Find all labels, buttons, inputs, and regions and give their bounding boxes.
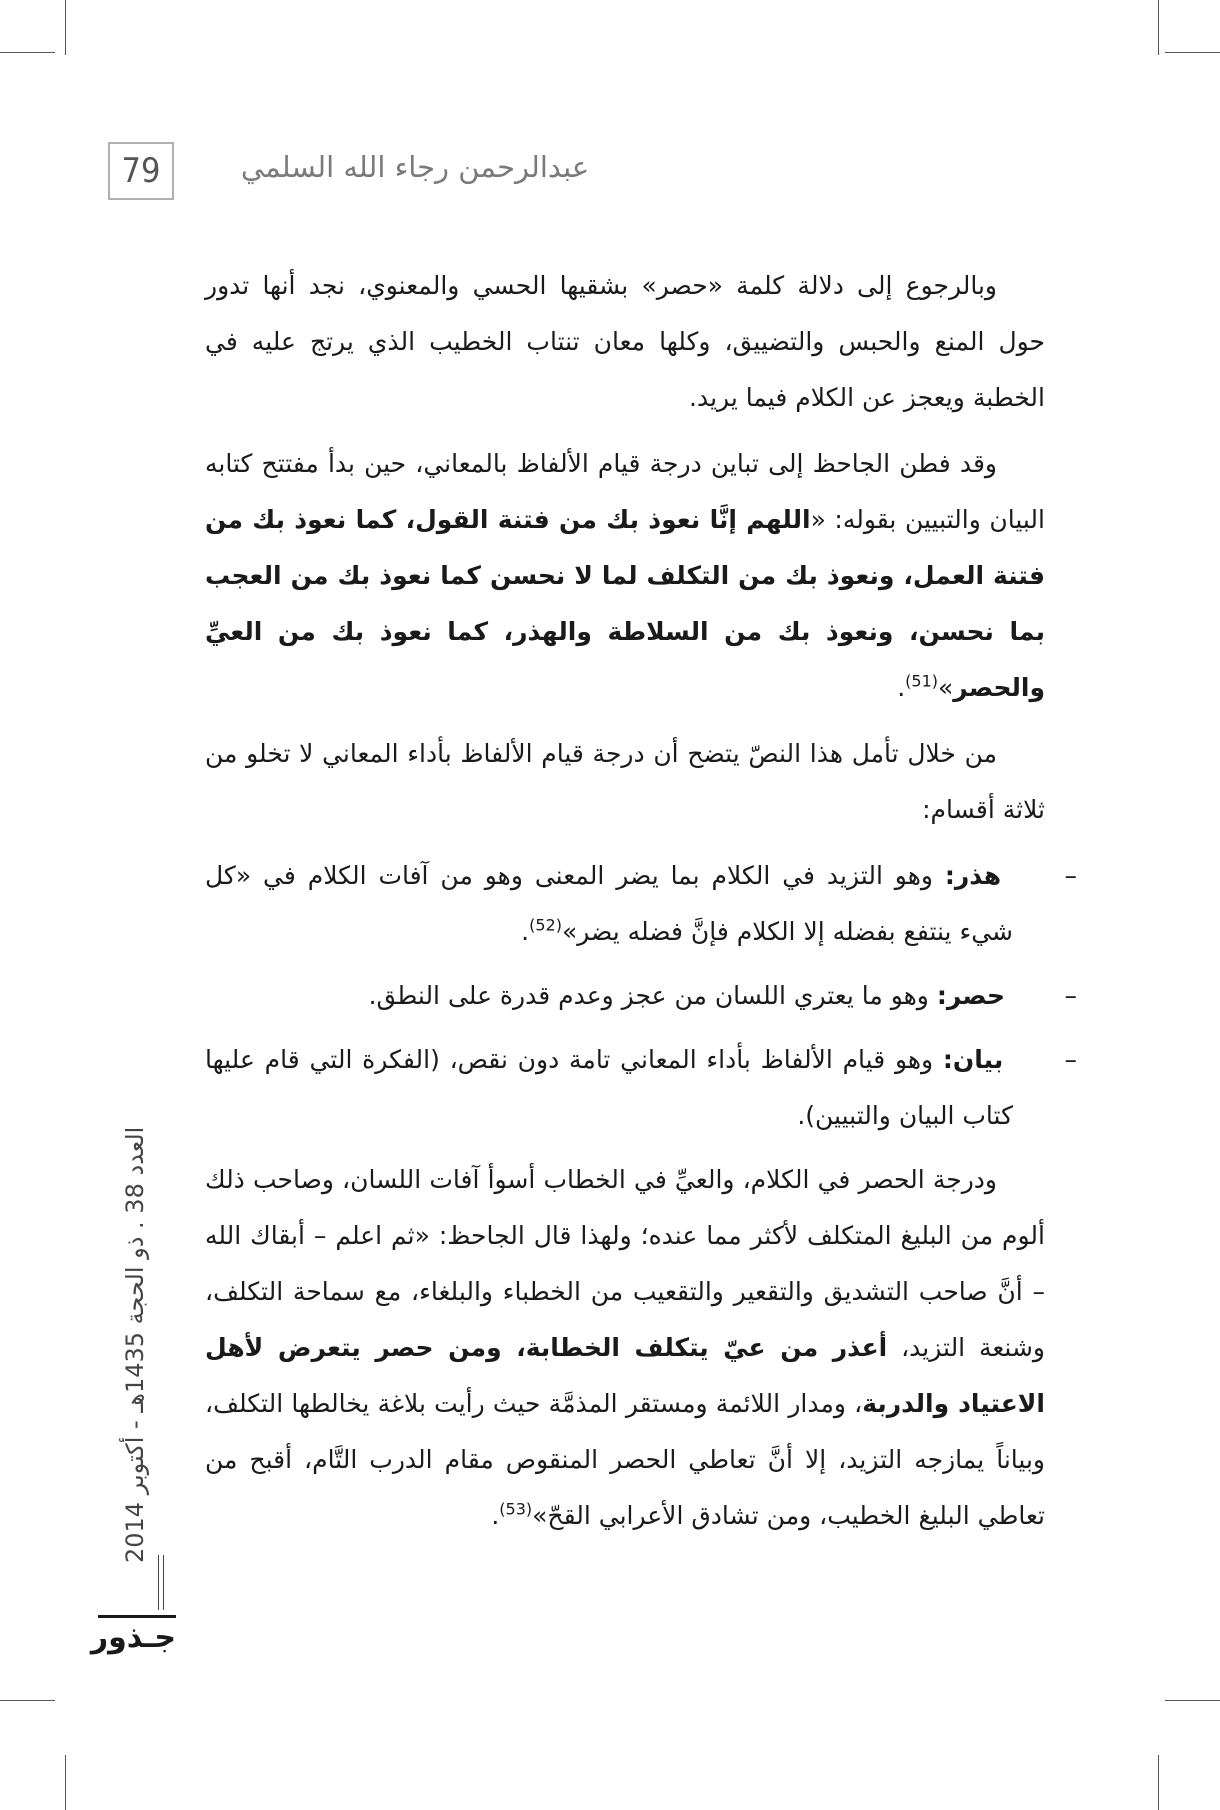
- divider: [163, 1555, 164, 1610]
- divider: [158, 1555, 159, 1610]
- crop-mark: [65, 0, 66, 55]
- list-text: وهو التزيد في الكلام بما يضر المعنى وهو من آفات الكلام في «كل شيء ينتفع بفضله إلا الكلام فإنَّ فضله يضر»: [205, 861, 1013, 946]
- issue-info: العدد 38 . ذو الحجة 1435هـ - أكتوبر 2014: [121, 1126, 149, 1564]
- crop-mark: [0, 1700, 55, 1701]
- list-text: وهو قيام الألفاظ بأداء المعاني تامة دون نقص، (الفكرة التي قام عليها كتاب البيان والتبيين).: [205, 1045, 1013, 1130]
- quote-bold: أعذر من عيّ يتكلف الخطابة، ومن حصر يتعرض لأهل الاعتياد والدربة: [205, 1333, 1045, 1418]
- list-term: حصر:: [936, 981, 1006, 1010]
- footnote-ref: (53): [499, 1499, 533, 1519]
- paragraph-end: .: [897, 673, 906, 702]
- list-end: .: [521, 917, 530, 946]
- crop-mark: [1158, 0, 1159, 55]
- paragraph-end: .: [491, 1501, 500, 1530]
- journal-logo: جـذور: [98, 1615, 176, 1659]
- crop-mark: [0, 52, 55, 53]
- paragraph-text: ، ومدار اللائمة ومستقر المذمَّة حيث رأيت بلاغة يخالطها التكلف، وبياناً يمازجه التزيد، إلا أنَّ تعاطي الحصر المنقوص مقام الدرب التَّام، أقبح من تعاطي البليغ الخطيب، ومن تشادق الأعرابي القحّ»: [205, 1389, 1045, 1530]
- running-header-author: عبدالرحمن رجاء الله السلمي: [240, 150, 590, 184]
- paragraph: وبالرجوع إلى دلالة كلمة «حصر» بشقيها الحسي والمعنوي، نجد أنها تدور حول المنع والحبس والتضييق، وكلها معان تنتاب الخطيب الذي يرتج عليه في الخطبة ويعجز عن الكلام فيما يريد.: [205, 271, 1045, 412]
- paragraph-text: ودرجة الحصر في الكلام، والعيِّ في الخطاب أسوأ آفات اللسان، وصاحب ذلك ألوم من البليغ المتكلف لأكثر مما عنده؛ ولهذا قال الجاحظ: «ثم اعلم – أبقاك الله – أنَّ صاحب التشديق والتقعير والتقعيب من الخطباء والبلغاء، مع سماحة التكلف، وشنعة التزيد،: [205, 1165, 1045, 1362]
- crop-mark: [1158, 1755, 1159, 1810]
- footnote-ref: (52): [529, 915, 562, 935]
- list-dash: –: [1064, 1045, 1077, 1074]
- list-term: بيان:: [942, 1045, 1004, 1074]
- paragraph-text: وقد فطن الجاحظ إلى تباين درجة قيام الألفاظ بالمعاني، حين بدأ مفتتح كتابه البيان والتبيين بقوله: «: [205, 449, 1045, 534]
- crop-mark: [1165, 52, 1220, 53]
- footnote-ref: (51): [905, 671, 938, 691]
- list-dash: –: [1064, 861, 1077, 890]
- quote-close: »: [938, 673, 954, 702]
- list-item: [205, 1032, 1077, 1144]
- page-number: 79: [108, 142, 174, 200]
- list-item: [205, 848, 1077, 960]
- paragraph: [205, 1152, 1045, 1544]
- crop-mark: [1165, 1700, 1220, 1701]
- paragraph: [205, 436, 1045, 716]
- list-item: [205, 968, 1077, 1024]
- quote-bold: اللهم إنَّا نعوذ بك من فتنة القول، كما نعوذ بك من فتنة العمل، ونعوذ بك من التكلف لما لا نحسن كما نعوذ بك من العجب بما نحسن، ونعوذ بك من السلاطة والهذر، كما نعوذ بك من العيِّ والحصر: [205, 505, 1045, 702]
- crop-mark: [65, 1755, 66, 1810]
- paragraph: من خلال تأمل هذا النصّ يتضح أن درجة قيام الألفاظ بأداء المعاني لا تخلو من ثلاثة أقسام:: [205, 739, 1045, 824]
- list-term: هذر:: [944, 861, 1002, 890]
- list-text: وهو ما يعتري اللسان من عجز وعدم قدرة على النطق.: [368, 981, 937, 1010]
- article-body: [205, 258, 1077, 1554]
- list-dash: –: [1064, 981, 1077, 1010]
